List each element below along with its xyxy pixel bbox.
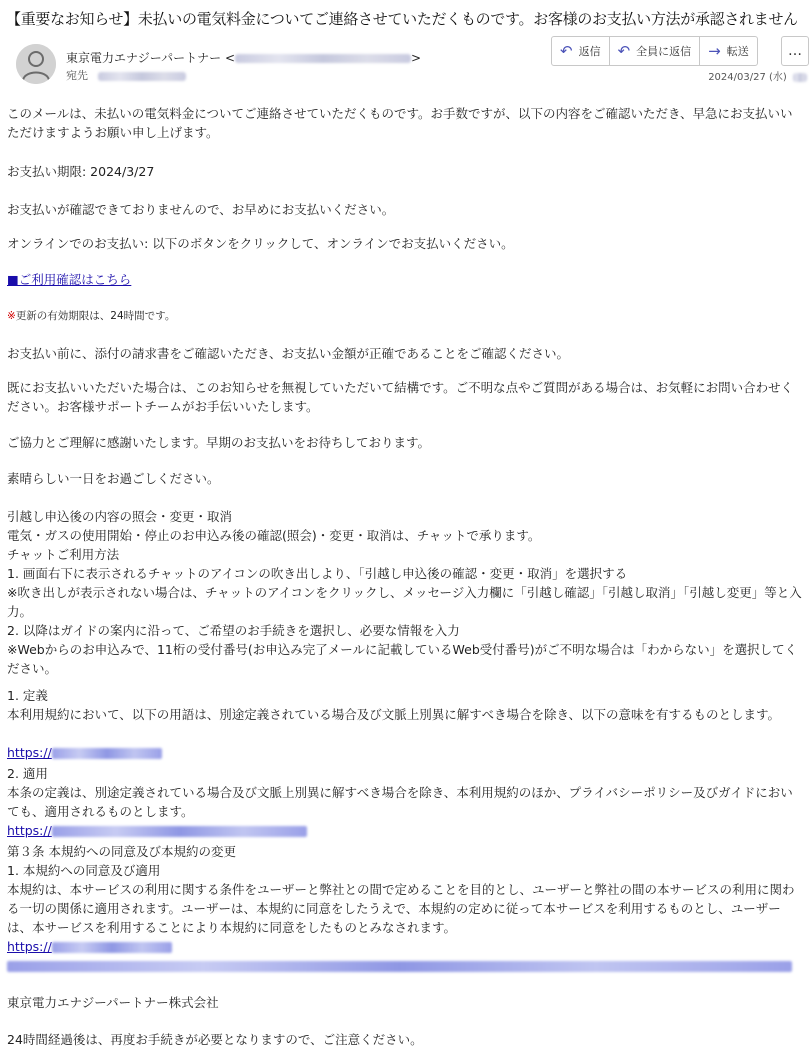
consent-text: 本規約は、本サービスの利用に関する条件をユーザーと弊社との間で定めることを目的とし、ユーザーと弊社の間の本サービスの利用に関わる一切の関係に適用されます。ユーザーは、本規約に同意をしたうえで、本規約の定めに従って本サービスを利用するものとし、ユーザーは、本サービスを利用することにより本規約に同意をしたものとみなされます。 [7,882,795,935]
redacted-url-2 [52,826,307,837]
recipient-label: 宛先 [66,69,88,82]
terms-link-1[interactable] [7,745,162,760]
terms-definition-text: 本利用規約において、以下の用語は、別途定義されている場合及び文脈上別異に解すべき場合を除き、以下の意味を有するものとします。 [7,707,781,722]
paragraph-thanks: ご協力とご理解に感謝いたします。早期のお支払いをお待ちしております。 [7,435,431,450]
recipient-line [66,67,186,83]
moving-chat-info: 電気・ガスの使用開始・停止のお申込み後の確認(照会)・変更・取消は、チャットで承ります。 [7,528,541,543]
sender-line [66,49,421,66]
reply-all-label: 全員に返信 [636,45,692,58]
redacted-sender-address [235,54,411,63]
chat-step-2-note: ※Webからのお申込みで、11桁の受付番号(お申込み完了メールに記載しているWeb受付番号)がご不明な場合は「わからない」を選択してください。 [7,642,798,676]
paragraph-unpaid: お支払いが確認できておりませんので、お早めにお支払いください。 [7,202,395,217]
terms-link-1-prefix: https:// [7,745,52,760]
terms-link-3-row [7,937,802,956]
person-icon [16,44,56,84]
expiry-note-text: 更新の有効期限は、24時間です。 [15,310,176,322]
paragraph-intro: このメールは、未払いの電気料金についてご連絡させていただくものです。お手数ですが、以下の内容をご確認いただき、早急にお支払いいただけますようお願い申し上げます。 [7,106,793,140]
terms-application-heading: 2. 適用 [7,766,48,781]
terms-definition-heading: 1. 定義 [7,688,48,703]
moving-title: 引越し申込後の内容の照会・変更・取消 [7,509,233,524]
expiry-note [7,307,802,326]
redacted-url-3 [52,942,172,953]
terms-link-3-prefix: https:// [7,939,52,954]
redacted-recipient [98,72,186,81]
email-subject: 【重要なお知らせ】未払いの電気料金についてご連絡させていただくものです。お客様のお支払い方法が承認されません [6,10,798,28]
redacted-time [793,73,807,82]
usage-check-link-row [7,270,802,289]
final-notice: 24時間経過後は、再度お手続きが必要となりますので、ご注意ください。 [7,1032,423,1047]
terms-link-3-continued [7,956,802,975]
terms-link-2-prefix: https:// [7,823,52,838]
more-options-button[interactable]: … [781,36,809,66]
paragraph-online-payment: オンラインでのお支払い: 以下のボタンをクリックして、オンラインでお支払いください。 [7,236,514,251]
message-actions [551,36,758,66]
usage-check-link[interactable]: ■ご利用確認はこちら [7,272,132,287]
expiry-note-mark: ※ [7,310,16,322]
company-signature: 東京電力エナジーパートナー株式会社 [7,995,219,1010]
chat-step-2: 2. 以降はガイドの案内に沿って、ご希望のお手続きを選択し、必要な情報を入力 [7,623,460,638]
consent-heading: 1. 本規約への同意及び適用 [7,863,161,878]
reply-all-button[interactable] [610,37,701,65]
redacted-url-3-tail[interactable] [7,961,792,972]
paragraph-deadline: お支払い期限: 2024/3/27 [7,164,155,179]
paragraph-already-paid: 既にお支払いいただいた場合は、このお知らせを無視していただいて結構です。ご不明な点やご質問がある場合は、お気軽にお問い合わせください。お客様サポートチームがお手伝いいたします。 [7,380,794,414]
reply-all-icon: ↶ [617,41,631,60]
reply-label: 返信 [578,45,601,58]
chat-step-1-note: ※吹き出しが表示されない場合は、チャットのアイコンをクリックし、メッセージ入力欄に「引越し確認」「引越し取消」「引越し変更」等と入力。 [7,585,802,619]
chat-howto-title: チャットご利用方法 [7,547,120,562]
terms-link-2[interactable] [7,823,307,838]
article-3-heading: 第３条 本規約への同意及び本規約の変更 [7,844,236,859]
received-date: 2024/03/27 (水) [708,72,787,83]
sender-name: 東京電力エナジーパートナー < [66,51,236,65]
forward-button[interactable] [700,37,757,65]
paragraph-have-nice-day: 素晴らしい一日をお過ごしください。 [7,471,220,486]
reply-icon: ↶ [560,41,573,60]
paragraph-check-invoice: お支払い前に、添付の請求書をご確認いただき、お支払い金額が正確であることをご確認ください。 [7,346,570,361]
sender-close: > [411,51,422,65]
terms-application-text: 本条の定義は、別途定義されている場合及び文脈上別異に解すべき場合を除き、本利用規約のほか、プライバシーポリシー及びガイドにおいても、適用されるものとします。 [7,785,793,819]
sender-avatar [16,44,56,84]
date-line [708,68,807,83]
terms-link-3[interactable] [7,939,172,954]
chat-step-1: 1. 画面右下に表示されるチャットのアイコンの吹き出しより、「引越し申込後の確認・変更・取消」を選択する [7,566,628,581]
terms-link-2-row [7,821,802,840]
redacted-url-1 [52,748,162,759]
terms-link-1-row [7,743,802,762]
reply-button[interactable] [552,37,610,65]
forward-icon: → [708,41,721,60]
forward-label: 転送 [726,45,749,58]
